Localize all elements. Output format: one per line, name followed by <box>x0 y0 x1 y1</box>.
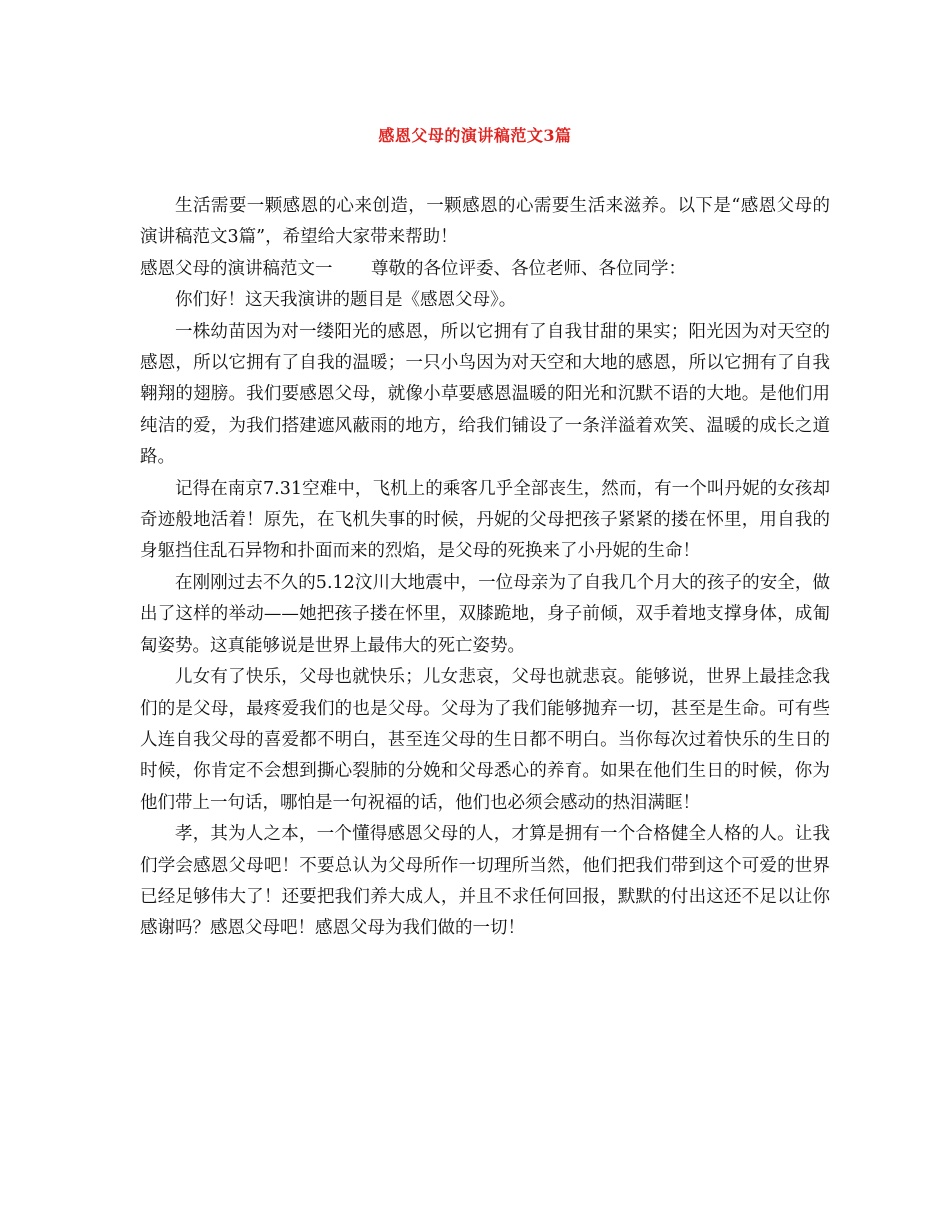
document-body <box>140 191 830 945</box>
section-heading-line <box>140 254 830 285</box>
body-paragraph: 记得在南京7.31空难中，飞机上的乘客几乎全部丧生，然而，有一个叫丹妮的女孩却奇迹般地活着！原先，在飞机失事的时候，丹妮的父母把孩子紧紧的搂在怀里，用自我的身躯挡住乱石异物和扑面而来的烈焰，是父母的死换来了小丹妮的生命！ <box>140 478 830 562</box>
body-paragraph: 在刚刚过去不久的5.12汶川大地震中，一位母亲为了自我几个月大的孩子的安全，做出了这样的举动——她把孩子搂在怀里，双膝跪地，身子前倾，双手着地支撑身体，成匍匐姿势。这真能够说是世界上最伟大的死亡姿势。 <box>140 572 830 656</box>
body-paragraph: 你们好！这天我演讲的题目是《感恩父母》。 <box>175 290 517 311</box>
body-paragraph: 一株幼苗因为对一缕阳光的感恩，所以它拥有了自我甘甜的果实；阳光因为对天空的感恩，所以它拥有了自我的温暖；一只小鸟因为对天空和大地的感恩，所以它拥有了自我翱翔的翅膀。我们要感恩父母，就像小草要感恩温暖的阳光和沉默不语的大地。是他们用纯洁的爱，为我们搭建遮风蔽雨的地方，给我们铺设了一条洋溢着欢笑、温暖的成长之道路。 <box>140 321 830 468</box>
body-paragraph: 孝，其为人之本，一个懂得感恩父母的人，才算是拥有一个合格健全人格的人。让我们学会感恩父母吧！不要总认为父母所作一切理所当然，他们把我们带到这个可爱的世界已经足够伟大了！还要把我们养大成人，并且不求任何回报，默默的付出这还不足以让你感谢吗？感恩父母吧！感恩父母为我们做的一切！ <box>140 824 830 939</box>
document-title: 感恩父母的演讲稿范文3篇 <box>378 126 572 145</box>
salutation: 尊敬的各位评委、各位老师、各位同学： <box>371 258 686 279</box>
section-heading: 感恩父母的演讲稿范文一 <box>140 258 333 279</box>
intro-paragraph: 生活需要一颗感恩的心来创造，一颗感恩的心需要生活来滋养。以下是“感恩父母的演讲稿范文3篇”，希望给大家带来帮助！ <box>140 196 830 248</box>
body-paragraph: 儿女有了快乐，父母也就快乐；儿女悲哀，父母也就悲哀。能够说，世界上最挂念我们的是父母，最疼爱我们的也是父母。父母为了我们能够抛弃一切，甚至是生命。可有些人连自我父母的喜爱都不明白，甚至连父母的生日都不明白。当你每次过着快乐的生日的时候，你肯定不会想到撕心裂肺的分娩和父母悉心的养育。如果在他们生日的时候，你为他们带上一句话，哪怕是一句祝福的话，他们也必须会感动的热泪满眶！ <box>140 667 830 813</box>
